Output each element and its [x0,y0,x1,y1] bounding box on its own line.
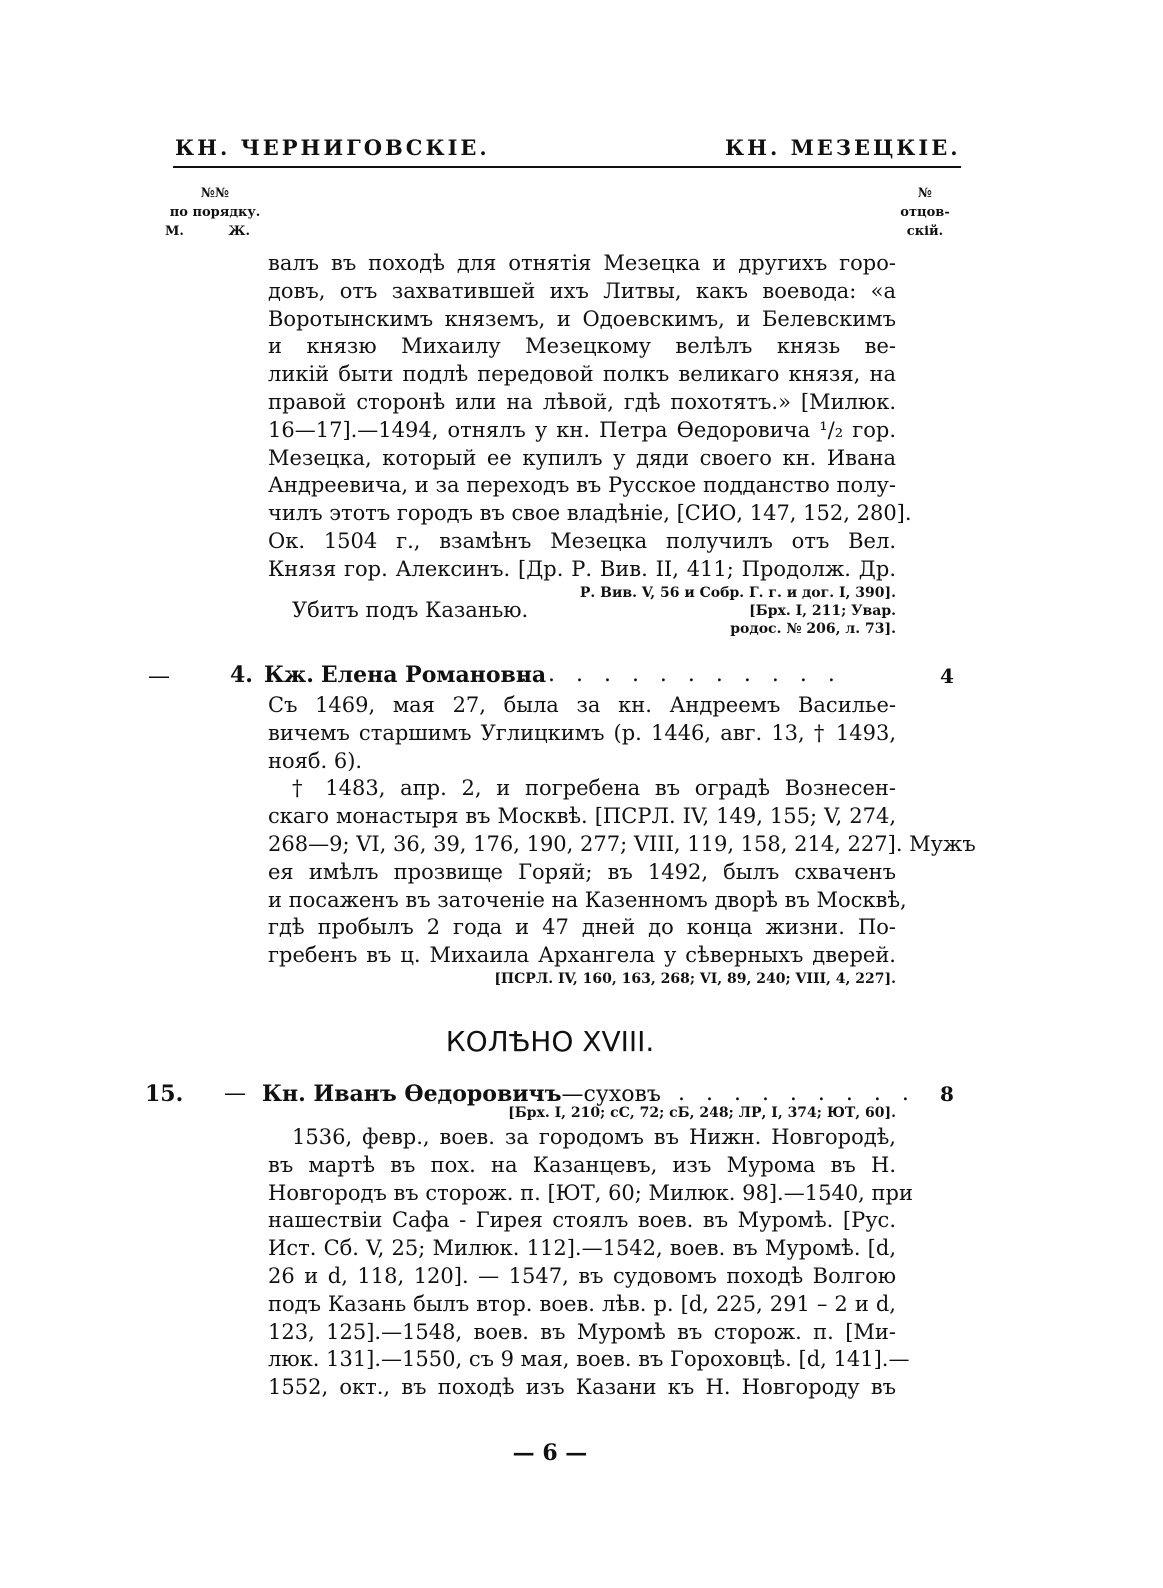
text-line: довъ, отъ захватившей ихъ Литвы, какъ воевода: «а [268,278,896,303]
text-line: Андреевича, и за переходъ въ Русское подданство полу- [268,473,896,498]
text-line: подъ Казань былъ втор. воев. лѣв. р. [d, 225, 291 – 2 и d, [268,1291,896,1316]
entry-m-number: 15. [145,1081,184,1107]
text-line: въ мартѣ въ пох. на Казанцевъ, изъ Мурома въ Н. [268,1152,896,1177]
right-column-label-1: отцов- [900,205,950,220]
leader-dots: . . . . . . . . . . . . [520,662,842,687]
left-column-mz [160,222,270,241]
text-line: и князю Михаилу Мезецкому велѣлъ князь ве- [268,334,896,359]
text-line: валъ въ походѣ для отнятія Мезецка и другихъ горо- [268,251,896,275]
text-line: 123, 125].—1548, воев. въ Муромѣ въ сторож. п. [Ми- [268,1319,896,1344]
entry-body [268,1124,913,1402]
entry-title: Кж. [264,662,314,688]
text-line: 16—17].—1494, отнялъ у кн. Петра Өедоровича ¹/₂ гор. [268,417,896,442]
text-line: и посаженъ въ заточеніе на Казенномъ дворѣ въ Москвѣ, [268,887,907,912]
citation: Р. Вив. V, 56 и Собр. Г. г. и дог. I, 390]. [579,584,896,601]
text-line: 1536, февр., воев. за городомъ въ Нижн. Новгородѣ, [292,1125,896,1149]
running-header-left: КН. ЧЕРНИГОВСКІЕ. [175,135,490,160]
text-line: нояб. 6). [268,748,363,773]
left-column-m: М. [165,224,184,239]
text-line: гребенъ въ ц. Михаила Архангела у сѣверныхъ дверей. [268,943,896,968]
text-line: чилъ этотъ городъ въ свое владѣніе, [СИО, 147, 152, 280]. [268,501,912,526]
continuation-paragraph [268,250,912,602]
text-line: гдѣ пробылъ 2 года и 47 дней до конца жизни. По- [268,915,896,940]
text-line: Новгородъ въ сторож. п. [ЮТ, 60; Милюк. 98].—1540, при [268,1180,913,1205]
citation: [Брх. I, 210; сС, 72; сБ, 248; ЛР, I, 374; ЮТ, 60]. [508,1105,896,1121]
left-column-heading [160,184,270,241]
text-line: Воротынскимъ княземъ, и Одоевскимъ, и Белевскимъ [268,306,896,331]
entry-m-number: — [148,664,170,689]
running-header-right: КН. МЕЗЕЦКІЕ. [725,135,961,160]
text-line: Мезецка, который ее купилъ у дяди своего кн. Ивана [268,445,896,470]
right-column-number: № [917,186,933,201]
text-line: ея имѣлъ прозвище Горяй; въ 1492, былъ схваченъ [268,859,896,884]
father-number: 8 [940,1082,954,1106]
entry-name: Кн. Иванъ Өедоровичъ [262,1081,562,1107]
entry-zh-number: 4. [230,662,253,688]
right-column-heading [895,184,955,241]
right-column-label-2: скій. [906,224,944,239]
text-line: нашествіи Сафа - Гирея стоялъ воев. въ Муромѣ. [Рус. [268,1208,896,1233]
citation: [ПСРЛ. IV, 160, 163, 268; VI, 89, 240; VIII, 4, 227]. [494,970,896,987]
entry-heading [264,662,546,688]
text-line: 268—9; VI, 36, 39, 176, 190, 277; VIII, 119, 158, 214, 227]. Мужъ [268,831,976,856]
citation-line: [Брх. I, 211; Увар. [749,603,896,619]
entry-name: Елена Романовна [320,662,547,688]
text-line: вичемъ старшимъ Углицкимъ (р. 1446, авг. 13, † 1493, [268,720,896,745]
section-title: КОЛѢНО XVIII. [445,1025,655,1058]
left-column-order: по порядку. [169,205,261,220]
text-line: правой сторонѣ или на лѣвой, гдѣ похотятъ.» [Милюк. [268,389,896,414]
text-line: 1552, окт., въ походѣ изъ Казани къ Н. Новгороду въ [268,1375,896,1400]
death-note: Убитъ подъ Казанью. [292,598,529,622]
citation [680,602,896,638]
text-line: люк. 131].—1550, съ 9 мая, воев. въ Гороховцѣ. [d, 141].— [268,1347,910,1372]
father-number: 4 [940,664,954,688]
text-line: скаго монастыря въ Москвѣ. [ПСРЛ. IV, 149, 155; V, 274, [268,804,896,829]
left-column-zh: Ж. [228,224,250,239]
header-rule [173,166,961,168]
text-line: Ок. 1504 г., взамѣнъ Мезецка получилъ отъ Вел. [268,528,896,553]
citation-line: родос. № 206, л. 73]. [730,621,896,637]
text-line: 26 и d, 118, 120]. — 1547, въ судовомъ походѣ Волгою [268,1263,896,1288]
entry-zh-number: — [224,1081,246,1106]
entry-body [268,692,976,988]
text-line: ликій быти подлѣ передовой полкъ великаго князя, на [268,362,896,387]
text-line: Ист. Сб. V, 25; Милюк. 112].—1542, воев. въ Муромѣ. [d, [268,1236,896,1261]
page-number: — 6 — [512,1440,588,1466]
text-line: † 1483, апр. 2, и погребена въ оградѣ Вознесен- [292,776,896,801]
leader-dots: . . . . . . . . . . [650,1081,916,1106]
entry-nickname: —суховъ [561,1082,661,1107]
text-line: Съ 1469, мая 27, была за кн. Андреемъ Василье- [268,693,896,717]
text-line: Князя гор. Алексинъ. [Др. Р. Вив. II, 411; Продолж. Др. [268,556,896,581]
left-column-numbers: №№ [200,186,230,201]
